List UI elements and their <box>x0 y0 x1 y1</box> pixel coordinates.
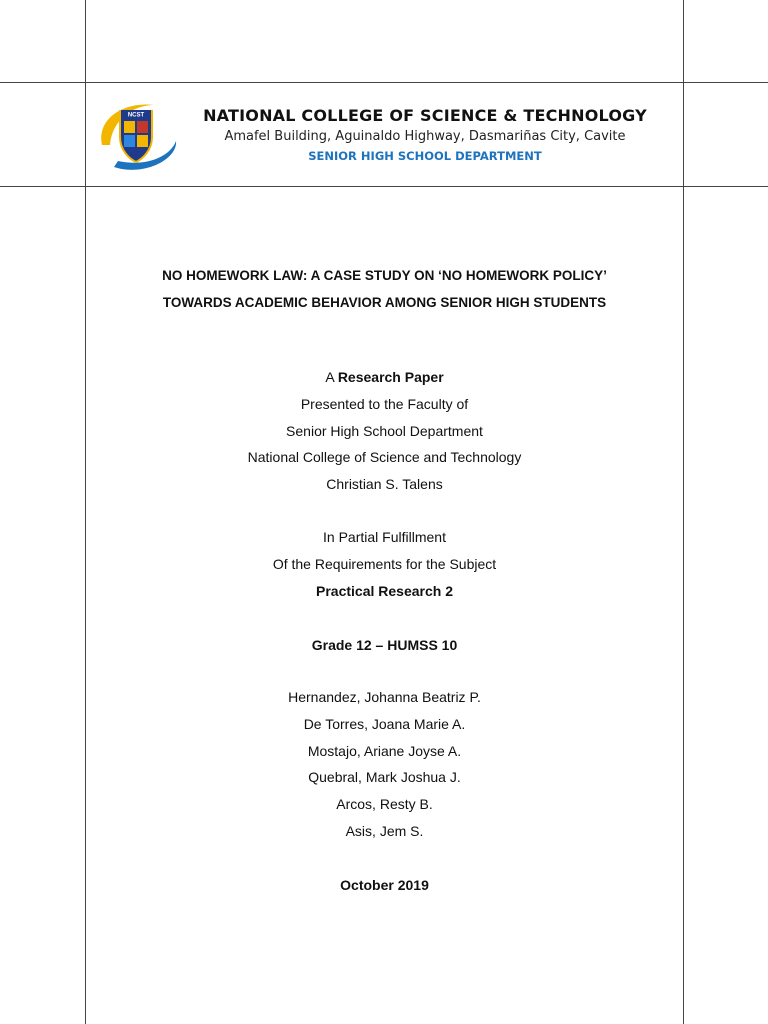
presented-to: Presented to the Faculty of <box>300 395 469 412</box>
college-name: NATIONAL COLLEGE OF SCIENCE & TECHNOLOGY <box>203 106 647 125</box>
right-margin-line <box>683 0 684 1024</box>
subject-name: Practical Research 2 <box>316 582 453 599</box>
fulfillment-block <box>86 524 683 604</box>
submission-date: October 2019 <box>340 877 429 893</box>
author-name: Quebral, Mark Joshua J. <box>308 769 461 786</box>
author-name: Hernandez, Johanna Beatriz P. <box>288 689 481 705</box>
presentation-block <box>86 364 683 498</box>
author-name: Mostajo, Ariane Joyse A. <box>307 742 462 759</box>
paper-type-line <box>86 364 683 391</box>
header-bottom-line <box>0 186 768 187</box>
author-name: Asis, Jem S. <box>345 822 424 839</box>
title-line-1: NO HOMEWORK LAW: A CASE STUDY ON ‘NO HOMEWORK POLICY’ <box>162 268 607 283</box>
presented-institution: National College of Science and Technology <box>247 449 522 466</box>
paper-type: Research Paper <box>337 369 444 385</box>
paper-type-prefix: A <box>325 369 338 385</box>
author-name: Arcos, Resty B. <box>336 796 433 813</box>
college-address: Amafel Building, Aguinaldo Highway, Dasmariñas City, Cavite <box>224 129 626 144</box>
grade-section: Grade 12 – HUMSS 10 <box>311 637 458 653</box>
left-margin-line <box>85 0 86 1024</box>
title-line-2: TOWARDS ACADEMIC BEHAVIOR AMONG SENIOR HIGH STUDENTS <box>162 295 607 310</box>
header-top-line <box>0 82 768 83</box>
fulfillment-line-1: In Partial Fulfillment <box>323 529 446 545</box>
presented-department: Senior High School Department <box>286 422 483 439</box>
ncst-logo <box>94 97 180 175</box>
department-name: SENIOR HIGH SCHOOL DEPARTMENT <box>308 149 542 163</box>
author-name: De Torres, Joana Marie A. <box>303 715 466 732</box>
fulfillment-line-2: Of the Requirements for the Subject <box>272 555 497 572</box>
paper-title <box>86 262 683 316</box>
logo-text: NCST <box>127 112 145 119</box>
adviser-name: Christian S. Talens <box>326 476 443 493</box>
letterhead <box>190 106 660 163</box>
author-list <box>86 684 683 845</box>
